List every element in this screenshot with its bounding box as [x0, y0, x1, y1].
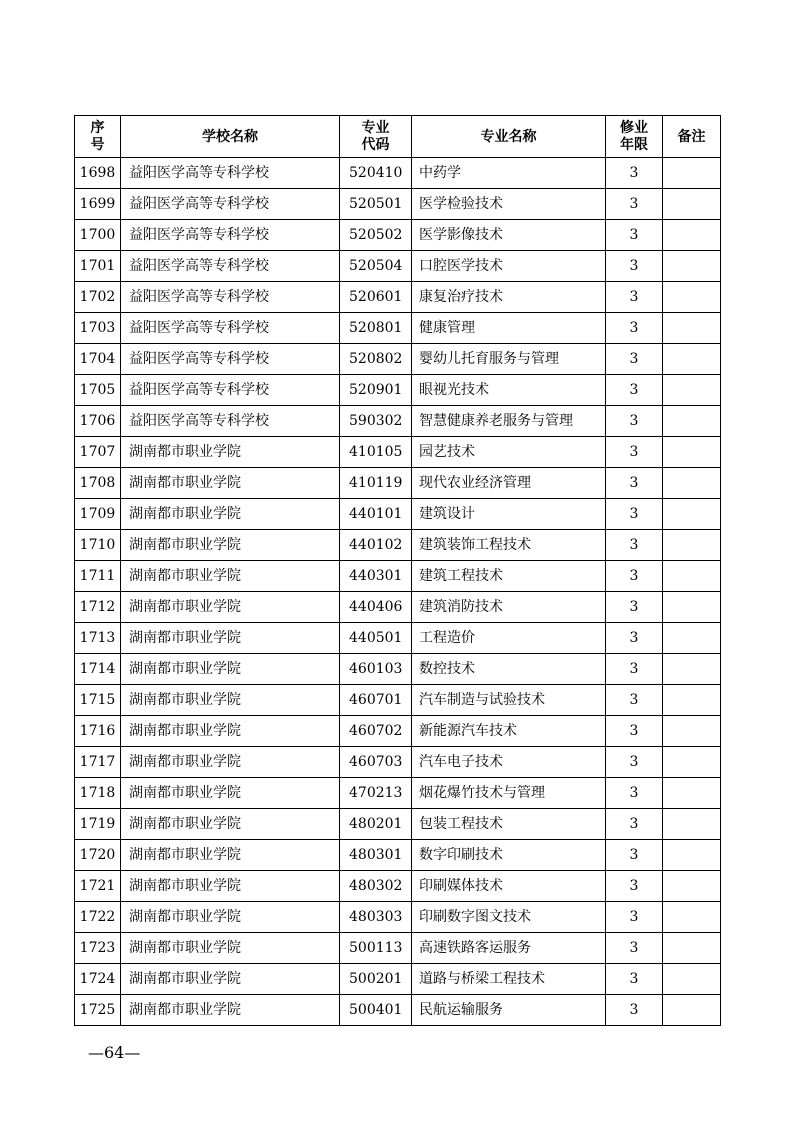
cell-code: 480303 — [340, 902, 412, 933]
cell-seq: 1724 — [75, 964, 121, 995]
cell-seq: 1718 — [75, 778, 121, 809]
cell-school: 湖南都市职业学院 — [121, 778, 340, 809]
cell-school: 益阳医学高等专科学校 — [121, 344, 340, 375]
header-note: 备注 — [663, 116, 721, 158]
cell-school: 湖南都市职业学院 — [121, 809, 340, 840]
cell-major: 民航运输服务 — [412, 995, 606, 1026]
cell-school: 湖南都市职业学院 — [121, 933, 340, 964]
cell-years: 3 — [606, 809, 663, 840]
cell-note — [663, 840, 721, 871]
cell-school: 湖南都市职业学院 — [121, 561, 340, 592]
cell-seq: 1707 — [75, 437, 121, 468]
table-row — [75, 592, 721, 623]
table-row — [75, 840, 721, 871]
cell-years: 3 — [606, 344, 663, 375]
cell-years: 3 — [606, 561, 663, 592]
table-row — [75, 902, 721, 933]
table-row — [75, 685, 721, 716]
cell-note — [663, 375, 721, 406]
table-row — [75, 499, 721, 530]
cell-seq: 1716 — [75, 716, 121, 747]
cell-years: 3 — [606, 840, 663, 871]
cell-code: 520504 — [340, 251, 412, 282]
cell-seq: 1702 — [75, 282, 121, 313]
cell-years: 3 — [606, 282, 663, 313]
cell-seq: 1706 — [75, 406, 121, 437]
table-row — [75, 406, 721, 437]
cell-seq: 1719 — [75, 809, 121, 840]
table-row — [75, 995, 721, 1026]
cell-major: 烟花爆竹技术与管理 — [412, 778, 606, 809]
cell-note — [663, 623, 721, 654]
cell-seq: 1715 — [75, 685, 121, 716]
cell-years: 3 — [606, 995, 663, 1026]
cell-seq: 1722 — [75, 902, 121, 933]
table-row — [75, 933, 721, 964]
cell-note — [663, 592, 721, 623]
cell-code: 460703 — [340, 747, 412, 778]
cell-school: 湖南都市职业学院 — [121, 840, 340, 871]
cell-major: 包装工程技术 — [412, 809, 606, 840]
cell-seq: 1714 — [75, 654, 121, 685]
cell-major: 建筑装饰工程技术 — [412, 530, 606, 561]
cell-code: 500201 — [340, 964, 412, 995]
cell-code: 520410 — [340, 158, 412, 189]
cell-seq: 1705 — [75, 375, 121, 406]
cell-years: 3 — [606, 158, 663, 189]
table-row — [75, 158, 721, 189]
cell-school: 湖南都市职业学院 — [121, 685, 340, 716]
cell-note — [663, 251, 721, 282]
cell-code: 460701 — [340, 685, 412, 716]
cell-note — [663, 158, 721, 189]
cell-school: 益阳医学高等专科学校 — [121, 406, 340, 437]
table-row — [75, 189, 721, 220]
cell-major: 印刷数字图文技术 — [412, 902, 606, 933]
cell-major: 医学影像技术 — [412, 220, 606, 251]
cell-major: 道路与桥梁工程技术 — [412, 964, 606, 995]
cell-note — [663, 933, 721, 964]
cell-seq: 1717 — [75, 747, 121, 778]
cell-major: 医学检验技术 — [412, 189, 606, 220]
cell-years: 3 — [606, 468, 663, 499]
cell-major: 印刷媒体技术 — [412, 871, 606, 902]
cell-major: 中药学 — [412, 158, 606, 189]
cell-school: 湖南都市职业学院 — [121, 716, 340, 747]
cell-note — [663, 995, 721, 1026]
cell-major: 园艺技术 — [412, 437, 606, 468]
cell-school: 湖南都市职业学院 — [121, 964, 340, 995]
cell-note — [663, 189, 721, 220]
cell-school: 湖南都市职业学院 — [121, 995, 340, 1026]
cell-note — [663, 220, 721, 251]
cell-school: 湖南都市职业学院 — [121, 499, 340, 530]
table-row — [75, 530, 721, 561]
header-years: 修业 年限 — [606, 116, 663, 158]
cell-note — [663, 964, 721, 995]
table-row — [75, 251, 721, 282]
cell-note — [663, 499, 721, 530]
cell-years: 3 — [606, 685, 663, 716]
cell-school: 湖南都市职业学院 — [121, 468, 340, 499]
cell-major: 数字印刷技术 — [412, 840, 606, 871]
cell-school: 益阳医学高等专科学校 — [121, 158, 340, 189]
table-body — [75, 158, 721, 1026]
cell-major: 数控技术 — [412, 654, 606, 685]
cell-school: 益阳医学高等专科学校 — [121, 375, 340, 406]
cell-code: 520501 — [340, 189, 412, 220]
cell-note — [663, 406, 721, 437]
cell-seq: 1698 — [75, 158, 121, 189]
cell-years: 3 — [606, 902, 663, 933]
cell-school: 湖南都市职业学院 — [121, 902, 340, 933]
cell-note — [663, 747, 721, 778]
cell-major: 高速铁路客运服务 — [412, 933, 606, 964]
cell-school: 益阳医学高等专科学校 — [121, 220, 340, 251]
cell-seq: 1704 — [75, 344, 121, 375]
cell-code: 480302 — [340, 871, 412, 902]
cell-years: 3 — [606, 375, 663, 406]
cell-major: 建筑工程技术 — [412, 561, 606, 592]
cell-school: 益阳医学高等专科学校 — [121, 282, 340, 313]
cell-code: 410119 — [340, 468, 412, 499]
cell-code: 440101 — [340, 499, 412, 530]
cell-note — [663, 716, 721, 747]
cell-major: 智慧健康养老服务与管理 — [412, 406, 606, 437]
cell-code: 520901 — [340, 375, 412, 406]
cell-note — [663, 778, 721, 809]
table-row — [75, 375, 721, 406]
cell-note — [663, 902, 721, 933]
cell-note — [663, 561, 721, 592]
cell-school: 湖南都市职业学院 — [121, 654, 340, 685]
cell-major: 工程造价 — [412, 623, 606, 654]
cell-school: 湖南都市职业学院 — [121, 623, 340, 654]
cell-seq: 1709 — [75, 499, 121, 530]
cell-years: 3 — [606, 220, 663, 251]
cell-code: 500401 — [340, 995, 412, 1026]
cell-major: 康复治疗技术 — [412, 282, 606, 313]
major-catalog-table — [74, 115, 721, 1026]
cell-school: 湖南都市职业学院 — [121, 437, 340, 468]
cell-seq: 1701 — [75, 251, 121, 282]
cell-years: 3 — [606, 716, 663, 747]
table-row — [75, 654, 721, 685]
cell-note — [663, 282, 721, 313]
header-code: 专业 代码 — [340, 116, 412, 158]
cell-note — [663, 313, 721, 344]
cell-seq: 1720 — [75, 840, 121, 871]
cell-seq: 1711 — [75, 561, 121, 592]
cell-major: 建筑消防技术 — [412, 592, 606, 623]
table-row — [75, 964, 721, 995]
table-row — [75, 220, 721, 251]
cell-school: 益阳医学高等专科学校 — [121, 313, 340, 344]
cell-seq: 1723 — [75, 933, 121, 964]
cell-years: 3 — [606, 747, 663, 778]
cell-code: 460702 — [340, 716, 412, 747]
table-row — [75, 871, 721, 902]
cell-school: 湖南都市职业学院 — [121, 871, 340, 902]
cell-code: 440301 — [340, 561, 412, 592]
table-row — [75, 313, 721, 344]
cell-note — [663, 530, 721, 561]
cell-seq: 1700 — [75, 220, 121, 251]
table-row — [75, 344, 721, 375]
cell-code: 440102 — [340, 530, 412, 561]
page-number: —64— — [88, 1043, 141, 1062]
cell-seq: 1725 — [75, 995, 121, 1026]
table-row — [75, 623, 721, 654]
cell-code: 520601 — [340, 282, 412, 313]
cell-note — [663, 654, 721, 685]
header-seq: 序 号 — [75, 116, 121, 158]
cell-school: 益阳医学高等专科学校 — [121, 189, 340, 220]
cell-code: 520502 — [340, 220, 412, 251]
table-row — [75, 437, 721, 468]
cell-code: 410105 — [340, 437, 412, 468]
cell-code: 440406 — [340, 592, 412, 623]
cell-seq: 1712 — [75, 592, 121, 623]
cell-seq: 1699 — [75, 189, 121, 220]
cell-code: 480201 — [340, 809, 412, 840]
cell-note — [663, 809, 721, 840]
cell-code: 520802 — [340, 344, 412, 375]
cell-seq: 1713 — [75, 623, 121, 654]
table-row — [75, 809, 721, 840]
cell-code: 480301 — [340, 840, 412, 871]
header-school: 学校名称 — [121, 116, 340, 158]
cell-major: 眼视光技术 — [412, 375, 606, 406]
cell-years: 3 — [606, 530, 663, 561]
cell-school: 益阳医学高等专科学校 — [121, 251, 340, 282]
cell-code: 590302 — [340, 406, 412, 437]
cell-years: 3 — [606, 871, 663, 902]
table-row — [75, 282, 721, 313]
cell-note — [663, 437, 721, 468]
cell-major: 婴幼儿托育服务与管理 — [412, 344, 606, 375]
header-major: 专业名称 — [412, 116, 606, 158]
table-row — [75, 561, 721, 592]
cell-years: 3 — [606, 592, 663, 623]
cell-school: 湖南都市职业学院 — [121, 747, 340, 778]
cell-seq: 1708 — [75, 468, 121, 499]
cell-code: 440501 — [340, 623, 412, 654]
cell-school: 湖南都市职业学院 — [121, 592, 340, 623]
cell-major: 汽车电子技术 — [412, 747, 606, 778]
cell-major: 建筑设计 — [412, 499, 606, 530]
table-row — [75, 747, 721, 778]
cell-years: 3 — [606, 654, 663, 685]
cell-note — [663, 468, 721, 499]
table-row — [75, 468, 721, 499]
cell-major: 口腔医学技术 — [412, 251, 606, 282]
cell-years: 3 — [606, 437, 663, 468]
cell-years: 3 — [606, 189, 663, 220]
cell-code: 520801 — [340, 313, 412, 344]
cell-code: 500113 — [340, 933, 412, 964]
cell-note — [663, 871, 721, 902]
cell-major: 健康管理 — [412, 313, 606, 344]
cell-major: 现代农业经济管理 — [412, 468, 606, 499]
cell-code: 470213 — [340, 778, 412, 809]
cell-seq: 1703 — [75, 313, 121, 344]
table-row — [75, 716, 721, 747]
table-row — [75, 778, 721, 809]
cell-code: 460103 — [340, 654, 412, 685]
cell-note — [663, 685, 721, 716]
cell-school: 湖南都市职业学院 — [121, 530, 340, 561]
cell-years: 3 — [606, 623, 663, 654]
cell-seq: 1721 — [75, 871, 121, 902]
cell-seq: 1710 — [75, 530, 121, 561]
cell-years: 3 — [606, 964, 663, 995]
cell-major: 汽车制造与试验技术 — [412, 685, 606, 716]
cell-years: 3 — [606, 778, 663, 809]
table-header-row — [75, 116, 721, 158]
cell-note — [663, 344, 721, 375]
cell-years: 3 — [606, 933, 663, 964]
cell-years: 3 — [606, 313, 663, 344]
cell-major: 新能源汽车技术 — [412, 716, 606, 747]
cell-years: 3 — [606, 499, 663, 530]
cell-years: 3 — [606, 251, 663, 282]
cell-years: 3 — [606, 406, 663, 437]
